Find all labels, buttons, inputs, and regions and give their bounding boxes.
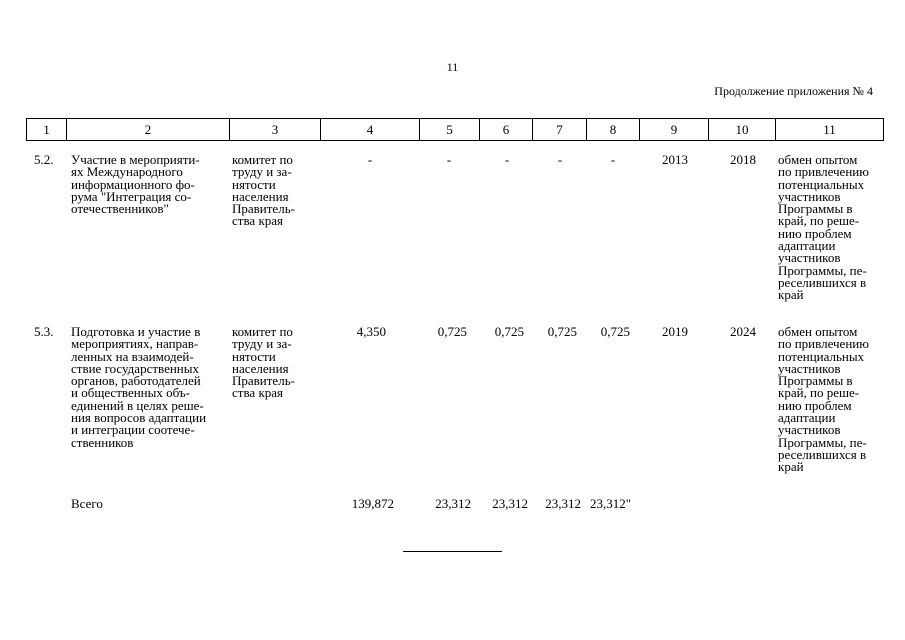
text-line: адаптации: [778, 410, 836, 426]
header-row: [27, 119, 884, 141]
text-line: ленных на взаимодей-: [71, 348, 194, 364]
header-col-8: 8: [587, 119, 640, 141]
activity-description: [71, 154, 231, 215]
funding-year-4: -: [610, 152, 616, 167]
expected-result: [778, 154, 884, 302]
text-line: комитет по: [232, 152, 293, 167]
funding-year-2: -: [504, 152, 510, 167]
text-line: населения: [232, 188, 289, 204]
text-line: край: [778, 287, 804, 303]
total-year-4: 23,312": [590, 496, 632, 511]
text-line: реселившихся в: [778, 446, 867, 462]
text-line: потенциальных: [778, 348, 865, 364]
text-line: ния вопросов адаптации: [71, 410, 207, 426]
total-label: Всего: [71, 496, 103, 511]
text-line: Правитель-: [232, 201, 295, 217]
text-line: Участие в мероприяти-: [71, 152, 200, 167]
text-line: по привлечению: [778, 336, 869, 352]
header-col-3: 3: [230, 119, 321, 141]
text-line: реселившихся в: [778, 274, 867, 290]
text-line: край, по реше-: [778, 213, 860, 229]
text-line: единений в целях реше-: [71, 397, 204, 413]
text-line: и интеграции соотече-: [71, 422, 195, 438]
text-line: участников: [778, 188, 841, 204]
total-year-2: 23,312: [492, 496, 528, 511]
total-year-1: 23,312: [435, 496, 471, 511]
text-line: обмен опытом: [778, 152, 858, 167]
text-line: Подготовка и участие в: [71, 324, 201, 339]
text-line: ства края: [232, 213, 284, 229]
row-number: 5.3.: [34, 324, 54, 339]
text-line: Программы, пе-: [778, 262, 867, 278]
header-col-10: 10: [709, 119, 776, 141]
end-year: 2018: [730, 152, 756, 167]
start-year: 2019: [662, 324, 688, 339]
text-line: Программы в: [778, 373, 853, 389]
header-col-6: 6: [480, 119, 533, 141]
text-line: Правитель-: [232, 373, 295, 389]
header-col-9: 9: [640, 119, 709, 141]
text-line: край: [778, 459, 804, 475]
funding-total: -: [367, 152, 373, 167]
header-col-4: 4: [321, 119, 420, 141]
text-line: адаптации: [778, 238, 836, 254]
text-line: участников: [778, 422, 841, 438]
funding-year-3: 0,725: [547, 324, 577, 339]
text-line: потенциальных: [778, 176, 865, 192]
text-line: край, по реше-: [778, 385, 860, 401]
activity-description: [71, 326, 231, 449]
end-year: 2024: [730, 324, 756, 339]
header-col-11: 11: [776, 119, 884, 141]
text-line: отечественников": [71, 201, 169, 217]
text-line: обмен опытом: [778, 324, 858, 339]
funding-total: 4,350: [356, 324, 386, 339]
funding-year-1: 0,725: [437, 324, 467, 339]
total-funding: 139,872: [351, 496, 394, 511]
footnote-separator: [403, 551, 502, 552]
responsible-executor: [232, 326, 322, 400]
text-line: нию проблем: [778, 397, 852, 413]
header-col-7: 7: [533, 119, 587, 141]
header-col-5: 5: [420, 119, 480, 141]
text-line: и общественных объ-: [71, 385, 190, 401]
text-line: ства края: [232, 385, 284, 401]
text-line: информационного фо-: [71, 176, 195, 192]
text-line: комитет по: [232, 324, 293, 339]
text-line: участников: [778, 250, 841, 266]
funding-year-1: -: [446, 152, 452, 167]
text-line: труду и за-: [232, 164, 292, 180]
column-number-header: [26, 118, 884, 141]
text-line: труду и за-: [232, 336, 292, 352]
responsible-executor: [232, 154, 322, 228]
text-line: по привлечению: [778, 164, 869, 180]
header-col-2: 2: [67, 119, 230, 141]
text-line: рума "Интеграция со-: [71, 188, 192, 204]
funding-year-2: 0,725: [494, 324, 524, 339]
text-line: Программы в: [778, 201, 853, 217]
text-line: органов, работодателей: [71, 373, 201, 389]
text-line: участников: [778, 360, 841, 376]
text-line: нию проблем: [778, 225, 852, 241]
text-line: нятости: [232, 176, 276, 192]
text-line: населения: [232, 360, 289, 376]
funding-year-3: -: [557, 152, 563, 167]
header-col-1: 1: [27, 119, 67, 141]
text-line: мероприятиях, направ-: [71, 336, 199, 352]
text-line: ствие государственных: [71, 360, 199, 376]
appendix-continuation-label: Продолжение приложения № 4: [714, 84, 873, 98]
row-number: 5.2.: [34, 152, 54, 167]
text-line: Программы, пе-: [778, 434, 867, 450]
total-year-3: 23,312: [545, 496, 581, 511]
text-line: нятости: [232, 348, 276, 364]
funding-year-4: 0,725: [600, 324, 630, 339]
text-line: ственников: [71, 434, 134, 450]
expected-result: [778, 326, 884, 474]
start-year: 2013: [662, 152, 688, 167]
text-line: ях Международного: [71, 164, 183, 180]
page-number: 11: [446, 60, 459, 74]
